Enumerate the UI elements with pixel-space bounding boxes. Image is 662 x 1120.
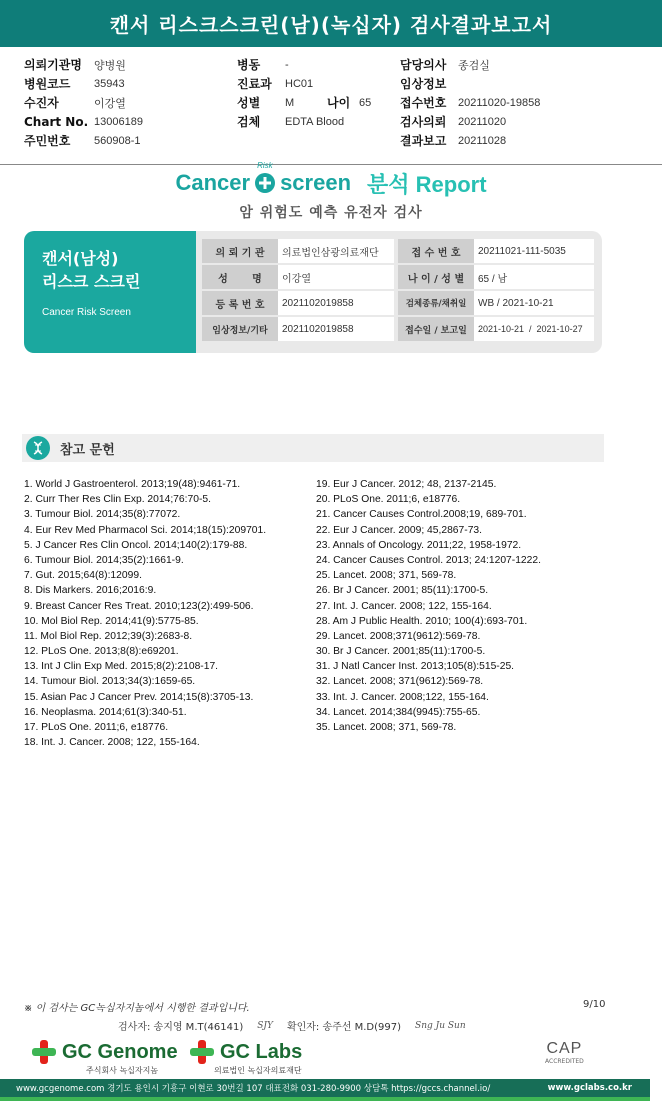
reference-item: 19. Eur J Cancer. 2012; 48, 2137-2145.	[316, 479, 497, 490]
card-line-2: 리스크 스크린	[42, 272, 141, 291]
reference-item: 28. Am J Public Health. 2010; 100(4):693-701.	[316, 615, 528, 627]
label-hospital-code: 병원코드	[24, 77, 71, 91]
cap-subtext: ACCREDITED	[545, 1058, 584, 1065]
value-sex: M	[285, 96, 295, 109]
info-row	[202, 317, 596, 341]
header-col-3	[400, 55, 540, 150]
info-value: 65 / 남	[474, 265, 594, 289]
reference-item: 25. Lancet. 2008; 371, 569-78.	[316, 570, 457, 582]
brand-subtitle: 암 위험도 예측 유전자 검사	[239, 205, 423, 221]
info-value: 2021-10-21 / 2021-10-27	[474, 317, 594, 341]
reference-item: 15. Asian Pac J Cancer Prev. 2014;15(8):3705-13.	[24, 691, 254, 703]
footer-address: www.gcgenome.com 경기도 용인시 기흥구 이현로 30번길 107 대표전화 031-280-9900 상담톡 https://gccs.channel.io/	[16, 1084, 491, 1094]
footer-bar	[0, 1079, 650, 1097]
reference-item: 31. J Natl Cancer Inst. 2013;105(8):515-25.	[316, 661, 515, 673]
reference-item: 35. Lancet. 2008; 371, 569-78.	[316, 722, 457, 733]
page-number: 9/10	[583, 999, 606, 1010]
reference-item: 7. Gut. 2015;64(8):12099.	[24, 570, 142, 582]
value-specimen: EDTA Blood	[285, 115, 345, 128]
label-sex: 성별	[237, 96, 261, 110]
reference-item: 3. Tumour Biol. 2014;35(8):77072.	[24, 509, 181, 521]
reference-item: 30. Br J Cancer. 2001;85(11):1700-5.	[316, 646, 486, 658]
reference-item: 32. Lancet. 2008; 371(9612):569-78.	[316, 676, 484, 688]
info-label: 접수일 / 보고일	[398, 317, 474, 341]
patient-header	[0, 47, 662, 165]
value-patient: 이강열	[94, 97, 126, 110]
references-left-column	[24, 477, 266, 750]
brand-screen: screen	[280, 170, 352, 195]
info-row	[202, 291, 596, 315]
value-resident-no: 560908-1	[94, 134, 141, 147]
label-test-request: 검사의뢰	[400, 115, 447, 129]
info-label: 검체종류/채취일	[398, 291, 474, 315]
reference-item: 10. Mol Biol Rep. 2014;41(9):5775-85.	[24, 615, 199, 627]
info-row	[202, 265, 596, 289]
gc-labs-text: GC Labs	[220, 1040, 303, 1063]
brand-cancer: Cancer	[175, 170, 251, 195]
info-value: 2021102019858	[278, 317, 394, 341]
tester-signature: SJY	[257, 1020, 273, 1031]
label-result-report: 결과보고	[400, 134, 447, 148]
brand-banner	[0, 161, 662, 222]
reference-item: 22. Eur J Cancer. 2009; 45,2867-73.	[316, 524, 483, 536]
confirmer-signature: Sng Ju Sun	[415, 1020, 466, 1031]
label-requester: 의뢰기관명	[24, 58, 82, 72]
label-ward: 병동	[237, 58, 261, 72]
value-test-request: 20211020	[458, 115, 507, 128]
label-age: 나이	[327, 96, 351, 110]
info-value: 이강열	[278, 265, 394, 289]
reference-item: 13. Int J Clin Exp Med. 2015;8(2):2108-17.	[24, 661, 219, 673]
reference-item: 21. Cancer Causes Control.2008;19, 689-701.	[316, 509, 527, 521]
info-label: 성 명	[202, 265, 278, 289]
info-table	[196, 231, 602, 353]
references-header	[22, 434, 604, 462]
reference-item: 2. Curr Ther Res Clin Exp. 2014;76:70-5.	[24, 494, 211, 506]
reference-item: 12. PLoS One. 2013;8(8):e69201.	[24, 646, 179, 658]
references-title: 참고 문헌	[60, 442, 115, 458]
info-value: 20211021-111-5035	[474, 239, 594, 263]
label-doctor: 담당의사	[400, 58, 447, 72]
info-label: 임상정보/기타	[202, 317, 278, 341]
value-result-report: 20211028	[458, 134, 507, 147]
cross-logo-icon	[254, 161, 276, 194]
label-patient: 수진자	[24, 96, 59, 110]
gc-cross-icon	[30, 1038, 58, 1066]
value-age: 65	[359, 96, 372, 109]
header-col-1	[24, 55, 143, 150]
info-value: WB / 2021-10-21	[474, 291, 594, 315]
card-subtitle: Cancer Risk Screen	[42, 307, 131, 318]
reference-item: 26. Br J Cancer. 2001; 85(11):1700-5.	[316, 585, 489, 597]
value-department: HC01	[285, 77, 314, 90]
info-value: 의료법인삼광의료재단	[278, 239, 394, 263]
label-receipt-no: 접수번호	[400, 96, 447, 110]
value-chart-no: 13006189	[94, 115, 143, 128]
reference-item: 17. PLoS One. 2011;6, e18776.	[24, 722, 169, 733]
reference-item: 11. Mol Biol Rep. 2012;39(3):2683-8.	[24, 630, 193, 642]
reference-item: 29. Lancet. 2008;371(9612):569-78.	[316, 630, 481, 642]
label-department: 진료과	[237, 77, 272, 91]
footer-strip	[0, 1097, 650, 1101]
label-clinical-info: 임상정보	[400, 77, 447, 91]
value-ward: -	[285, 58, 289, 71]
gc-labs-logo	[188, 1038, 303, 1075]
reference-item: 16. Neoplasma. 2014;61(3):340-51.	[24, 706, 187, 718]
dna-icon	[26, 436, 50, 460]
reference-item: 18. Int. J. Cancer. 2008; 122, 155-164.	[24, 737, 200, 749]
signature-line	[118, 1018, 480, 1033]
info-label: 의 뢰 기 관	[202, 239, 278, 263]
reference-item: 8. Dis Markers. 2016;2016:9.	[24, 585, 157, 597]
label-chart-no: Chart No.	[24, 114, 89, 129]
brand-risk: Risk	[257, 161, 273, 170]
reference-item: 1. World J Gastroenterol. 2013;19(48):9461-71.	[24, 479, 241, 490]
value-hospital-code: 35943	[94, 77, 125, 90]
product-card	[24, 231, 202, 353]
reference-item: 6. Tumour Biol. 2014;35(2):1661-9.	[24, 554, 184, 566]
value-receipt-no: 20211020-19858	[458, 96, 541, 109]
reference-item: 9. Breast Cancer Res Treat. 2010;123(2):499-506.	[24, 600, 254, 612]
reference-item: 14. Tumour Biol. 2013;34(3):1659-65.	[24, 676, 196, 688]
brand-report: 분석 Report	[367, 171, 487, 197]
info-value: 2021102019858	[278, 291, 394, 315]
label-specimen: 검체	[237, 115, 261, 129]
reference-item: 34. Lancet. 2014;384(9945):755-65.	[316, 706, 481, 718]
card-line-1: 캔서(남성)	[42, 249, 119, 268]
info-label: 등 록 번 호	[202, 291, 278, 315]
confirmer-name: 확인자: 송주선 M.D(997)	[286, 1022, 402, 1033]
reference-item: 20. PLoS One. 2011;6, e18776.	[316, 494, 461, 506]
header-col-2	[237, 55, 371, 131]
reference-item: 24. Cancer Causes Control. 2013; 24:1207-1222.	[316, 554, 541, 566]
info-label: 접 수 번 호	[398, 239, 474, 263]
value-doctor: 종검실	[458, 59, 490, 72]
report-title: 캔서 리스크스크린(남)(녹십자) 검사결과보고서	[0, 0, 662, 47]
info-label: 나 이 / 성 별	[398, 265, 474, 289]
gc-genome-text: GC Genome	[62, 1040, 178, 1063]
footer-logos	[0, 1038, 662, 1078]
reference-item: 4. Eur Rev Med Pharmacol Sci. 2014;18(15):209701.	[24, 524, 267, 536]
footer-website[interactable]: www.gclabs.co.kr	[547, 1083, 632, 1093]
reference-item: 33. Int. J. Cancer. 2008;122, 155-164.	[316, 691, 489, 703]
reference-item: 27. Int. J. Cancer. 2008; 122, 155-164.	[316, 600, 492, 612]
reference-item: 23. Annals of Oncology. 2011;22, 1958-1972.	[316, 539, 522, 551]
footer-note: ※ 이 검사는 GC녹십자지놈에서 시행한 결과입니다.	[24, 1003, 250, 1014]
references-right-column	[316, 477, 541, 735]
cap-text: CAP	[546, 1040, 583, 1057]
info-row	[202, 239, 596, 263]
cap-accredited-logo	[545, 1040, 584, 1065]
gc-cross-icon	[188, 1038, 216, 1066]
gc-labs-subtext: 의료법인 녹십자의료재단	[214, 1066, 302, 1075]
tester-name: 검사자: 송지영 M.T(46141)	[118, 1022, 244, 1033]
reference-item: 5. J Cancer Res Clin Oncol. 2014;140(2):179-88.	[24, 539, 248, 551]
label-resident-no: 주민번호	[24, 134, 71, 148]
gc-genome-subtext: 주식회사 녹십자지놈	[86, 1066, 159, 1075]
gc-genome-logo	[30, 1038, 178, 1075]
value-requester: 양병원	[94, 59, 126, 72]
